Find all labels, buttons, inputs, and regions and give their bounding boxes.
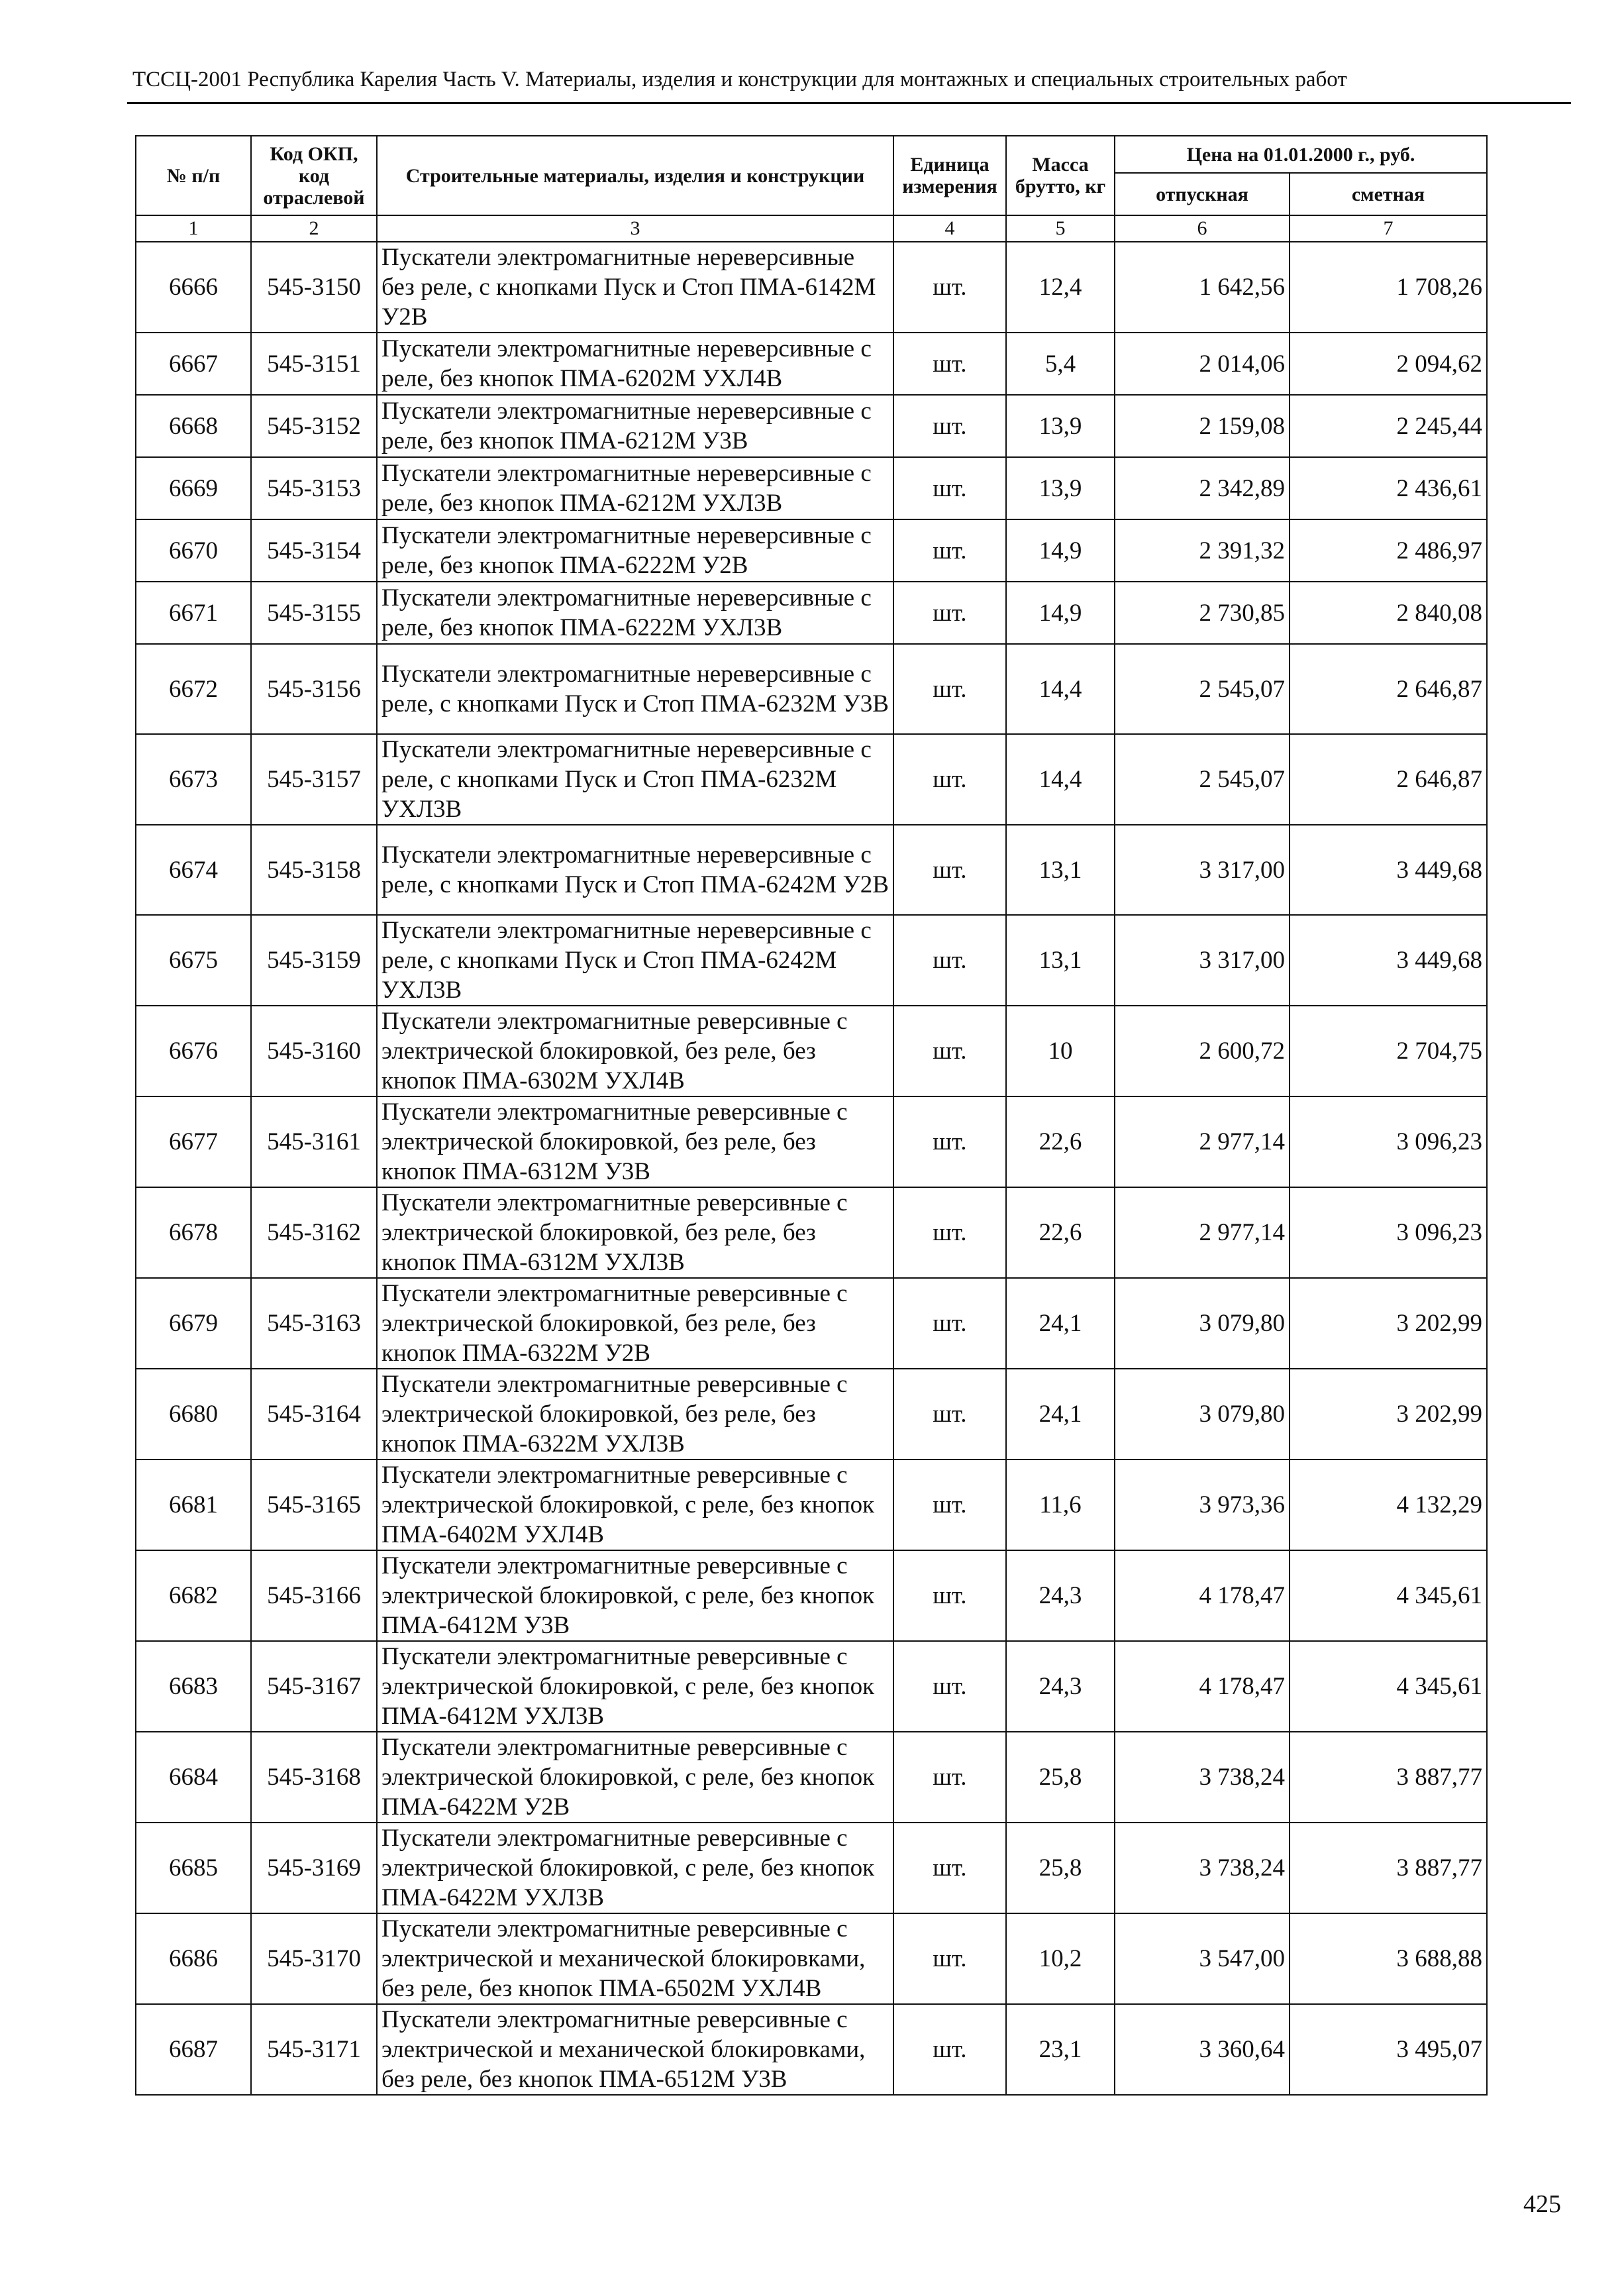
table-row [136, 915, 1487, 1006]
price-sale-cell: 3 738,24 [1115, 1823, 1290, 1913]
table-row [136, 1823, 1487, 1913]
material-name: Пускатели электромагнитные нереверсивные с реле, без кнопок ПМА-6202М УХЛ4В [377, 333, 893, 395]
table-row [136, 1278, 1487, 1369]
okp-code: 545-3170 [251, 1913, 377, 2004]
price-estimate-cell: 3 202,99 [1290, 1369, 1487, 1460]
okp-code: 545-3169 [251, 1823, 377, 1913]
unit-cell: шт. [893, 242, 1006, 333]
price-estimate-cell: 3 495,07 [1290, 2004, 1487, 2095]
price-sale-cell: 4 178,47 [1115, 1641, 1290, 1732]
table-row [136, 582, 1487, 644]
price-sale-cell: 4 178,47 [1115, 1550, 1290, 1641]
price-estimate-cell: 2 646,87 [1290, 644, 1487, 734]
col-header-mass: Масса брутто, кг [1006, 136, 1115, 215]
unit-cell: шт. [893, 1369, 1006, 1460]
table-row [136, 1006, 1487, 1096]
price-sale-cell: 3 360,64 [1115, 2004, 1290, 2095]
row-number: 6686 [136, 1913, 251, 2004]
mass-cell: 22,6 [1006, 1187, 1115, 1278]
running-header: ТССЦ-2001 Республика Карелия Часть V. Материалы, изделия и конструкции для монтажных и специальных строительных работ [132, 68, 1347, 91]
col-header-price: Цена на 01.01.2000 г., руб. [1115, 136, 1487, 173]
mass-cell: 13,1 [1006, 825, 1115, 915]
column-number: 6 [1115, 215, 1290, 242]
column-number: 3 [377, 215, 893, 242]
table-row [136, 1641, 1487, 1732]
okp-code: 545-3166 [251, 1550, 377, 1641]
mass-cell: 24,1 [1006, 1369, 1115, 1460]
table-row [136, 457, 1487, 519]
price-estimate-cell: 3 887,77 [1290, 1732, 1487, 1823]
column-number: 5 [1006, 215, 1115, 242]
okp-code: 545-3162 [251, 1187, 377, 1278]
mass-cell: 14,4 [1006, 734, 1115, 825]
unit-cell: шт. [893, 519, 1006, 582]
table-body [136, 242, 1487, 2095]
okp-code: 545-3160 [251, 1006, 377, 1096]
mass-cell: 10 [1006, 1006, 1115, 1096]
unit-cell: шт. [893, 644, 1006, 734]
price-sale-cell: 2 014,06 [1115, 333, 1290, 395]
price-sale-cell: 2 977,14 [1115, 1187, 1290, 1278]
row-number: 6667 [136, 333, 251, 395]
unit-cell: шт. [893, 1732, 1006, 1823]
unit-cell: шт. [893, 1278, 1006, 1369]
material-name: Пускатели электромагнитные реверсивные с электрической блокировкой, без реле, без кнопок ПМА-6322М У2В [377, 1278, 893, 1369]
material-name: Пускатели электромагнитные реверсивные с электрической и механической блокировками, без реле, без кнопок ПМА-6512М У3В [377, 2004, 893, 2095]
unit-cell: шт. [893, 1187, 1006, 1278]
table-row [136, 242, 1487, 333]
header-rule [127, 102, 1571, 104]
row-number: 6685 [136, 1823, 251, 1913]
unit-cell: шт. [893, 395, 1006, 457]
price-sale-cell: 3 317,00 [1115, 915, 1290, 1006]
unit-cell: шт. [893, 2004, 1006, 2095]
price-sale-cell: 1 642,56 [1115, 242, 1290, 333]
mass-cell: 14,9 [1006, 582, 1115, 644]
material-name: Пускатели электромагнитные реверсивные с электрической блокировкой, без реле, без кнопок ПМА-6312М УХЛ3В [377, 1187, 893, 1278]
price-estimate-cell: 4 345,61 [1290, 1641, 1487, 1732]
mass-cell: 24,1 [1006, 1278, 1115, 1369]
price-sale-cell: 2 600,72 [1115, 1006, 1290, 1096]
material-name: Пускатели электромагнитные нереверсивные с реле, без кнопок ПМА-6222М У2В [377, 519, 893, 582]
price-estimate-cell: 2 486,97 [1290, 519, 1487, 582]
row-number: 6672 [136, 644, 251, 734]
okp-code: 545-3159 [251, 915, 377, 1006]
row-number: 6674 [136, 825, 251, 915]
price-sale-cell: 2 730,85 [1115, 582, 1290, 644]
price-sale-cell: 3 079,80 [1115, 1278, 1290, 1369]
material-name: Пускатели электромагнитные нереверсивные с реле, с кнопками Пуск и Стоп ПМА-6242М УХЛ3В [377, 915, 893, 1006]
unit-cell: шт. [893, 734, 1006, 825]
unit-cell: шт. [893, 915, 1006, 1006]
okp-code: 545-3171 [251, 2004, 377, 2095]
mass-cell: 25,8 [1006, 1732, 1115, 1823]
okp-code: 545-3164 [251, 1369, 377, 1460]
mass-cell: 13,1 [1006, 915, 1115, 1006]
okp-code: 545-3161 [251, 1096, 377, 1187]
mass-cell: 23,1 [1006, 2004, 1115, 2095]
price-estimate-cell: 2 094,62 [1290, 333, 1487, 395]
table-row [136, 2004, 1487, 2095]
mass-cell: 13,9 [1006, 395, 1115, 457]
row-number: 6680 [136, 1369, 251, 1460]
price-estimate-cell: 3 688,88 [1290, 1913, 1487, 2004]
material-name: Пускатели электромагнитные реверсивные с электрической блокировкой, без реле, без кнопок ПМА-6302М УХЛ4В [377, 1006, 893, 1096]
price-estimate-cell: 4 132,29 [1290, 1460, 1487, 1550]
table-row [136, 1913, 1487, 2004]
unit-cell: шт. [893, 1641, 1006, 1732]
table-row [136, 644, 1487, 734]
column-number: 1 [136, 215, 251, 242]
table-row [136, 1732, 1487, 1823]
price-sale-cell: 3 738,24 [1115, 1732, 1290, 1823]
mass-cell: 25,8 [1006, 1823, 1115, 1913]
price-sale-cell: 2 545,07 [1115, 644, 1290, 734]
mass-cell: 14,9 [1006, 519, 1115, 582]
material-name: Пускатели электромагнитные нереверсивные с реле, с кнопками Пуск и Стоп ПМА-6232М УХЛ3В [377, 734, 893, 825]
material-name: Пускатели электромагнитные реверсивные с электрической и механической блокировками, без реле, без кнопок ПМА-6502М УХЛ4В [377, 1913, 893, 2004]
row-number: 6684 [136, 1732, 251, 1823]
mass-cell: 11,6 [1006, 1460, 1115, 1550]
price-estimate-cell: 3 449,68 [1290, 825, 1487, 915]
mass-cell: 14,4 [1006, 644, 1115, 734]
okp-code: 545-3163 [251, 1278, 377, 1369]
col-header-okp: Код ОКП, код отраслевой [251, 136, 377, 215]
row-number: 6683 [136, 1641, 251, 1732]
okp-code: 545-3152 [251, 395, 377, 457]
row-number: 6678 [136, 1187, 251, 1278]
price-estimate-cell: 3 096,23 [1290, 1096, 1487, 1187]
table-row [136, 1550, 1487, 1641]
row-number: 6673 [136, 734, 251, 825]
col-header-unit: Единица измерения [893, 136, 1006, 215]
row-number: 6682 [136, 1550, 251, 1641]
price-estimate-cell: 2 840,08 [1290, 582, 1487, 644]
table-row [136, 1096, 1487, 1187]
col-header-price-estimate: сметная [1290, 173, 1487, 215]
unit-cell: шт. [893, 457, 1006, 519]
okp-code: 545-3154 [251, 519, 377, 582]
table-row [136, 734, 1487, 825]
okp-code: 545-3157 [251, 734, 377, 825]
unit-cell: шт. [893, 333, 1006, 395]
material-name: Пускатели электромагнитные реверсивные с электрической блокировкой, без реле, без кнопок ПМА-6322М УХЛ3В [377, 1369, 893, 1460]
price-table [135, 135, 1488, 2096]
price-estimate-cell: 2 646,87 [1290, 734, 1487, 825]
material-name: Пускатели электромагнитные нереверсивные с реле, с кнопками Пуск и Стоп ПМА-6232М У3В [377, 644, 893, 734]
column-number: 7 [1290, 215, 1487, 242]
material-name: Пускатели электромагнитные реверсивные с электрической блокировкой, с реле, без кнопок ПМА-6402М УХЛ4В [377, 1460, 893, 1550]
okp-code: 545-3167 [251, 1641, 377, 1732]
price-sale-cell: 3 547,00 [1115, 1913, 1290, 2004]
mass-cell: 22,6 [1006, 1096, 1115, 1187]
row-number: 6679 [136, 1278, 251, 1369]
mass-cell: 24,3 [1006, 1550, 1115, 1641]
material-name: Пускатели электромагнитные реверсивные с электрической блокировкой, с реле, без кнопок ПМА-6412М У3В [377, 1550, 893, 1641]
price-sale-cell: 2 342,89 [1115, 457, 1290, 519]
column-number: 2 [251, 215, 377, 242]
row-number: 6675 [136, 915, 251, 1006]
row-number: 6676 [136, 1006, 251, 1096]
material-name: Пускатели электромагнитные нереверсивные с реле, без кнопок ПМА-6212М У3В [377, 395, 893, 457]
row-number: 6677 [136, 1096, 251, 1187]
row-number: 6668 [136, 395, 251, 457]
price-estimate-cell: 4 345,61 [1290, 1550, 1487, 1641]
price-sale-cell: 3 317,00 [1115, 825, 1290, 915]
price-estimate-cell: 1 708,26 [1290, 242, 1487, 333]
material-name: Пускатели электромагнитные нереверсивные с реле, без кнопок ПМА-6222М УХЛ3В [377, 582, 893, 644]
price-estimate-cell: 3 096,23 [1290, 1187, 1487, 1278]
row-number: 6671 [136, 582, 251, 644]
price-estimate-cell: 2 704,75 [1290, 1006, 1487, 1096]
okp-code: 545-3150 [251, 242, 377, 333]
unit-cell: шт. [893, 1006, 1006, 1096]
page-number: 425 [1523, 2190, 1561, 2218]
price-estimate-cell: 2 436,61 [1290, 457, 1487, 519]
material-name: Пускатели электромагнитные реверсивные с электрической блокировкой, без реле, без кнопок ПМА-6312М У3В [377, 1096, 893, 1187]
material-name: Пускатели электромагнитные нереверсивные без реле, с кнопками Пуск и Стоп ПМА-6142М У2В [377, 242, 893, 333]
okp-code: 545-3158 [251, 825, 377, 915]
unit-cell: шт. [893, 582, 1006, 644]
table-row [136, 395, 1487, 457]
price-sale-cell: 2 977,14 [1115, 1096, 1290, 1187]
unit-cell: шт. [893, 1823, 1006, 1913]
mass-cell: 24,3 [1006, 1641, 1115, 1732]
okp-code: 545-3155 [251, 582, 377, 644]
mass-cell: 10,2 [1006, 1913, 1115, 2004]
material-name: Пускатели электромагнитные нереверсивные с реле, без кнопок ПМА-6212М УХЛ3В [377, 457, 893, 519]
unit-cell: шт. [893, 1096, 1006, 1187]
price-estimate-cell: 3 887,77 [1290, 1823, 1487, 1913]
price-sale-cell: 3 973,36 [1115, 1460, 1290, 1550]
okp-code: 545-3165 [251, 1460, 377, 1550]
unit-cell: шт. [893, 1550, 1006, 1641]
table-row [136, 519, 1487, 582]
material-name: Пускатели электромагнитные реверсивные с электрической блокировкой, с реле, без кнопок ПМА-6422М УХЛ3В [377, 1823, 893, 1913]
mass-cell: 5,4 [1006, 333, 1115, 395]
okp-code: 545-3168 [251, 1732, 377, 1823]
okp-code: 545-3151 [251, 333, 377, 395]
material-name: Пускатели электромагнитные реверсивные с электрической блокировкой, с реле, без кнопок ПМА-6422М У2В [377, 1732, 893, 1823]
table-row [136, 333, 1487, 395]
row-number: 6670 [136, 519, 251, 582]
material-name: Пускатели электромагнитные реверсивные с электрической блокировкой, с реле, без кнопок ПМА-6412М УХЛ3В [377, 1641, 893, 1732]
price-sale-cell: 2 545,07 [1115, 734, 1290, 825]
price-sale-cell: 3 079,80 [1115, 1369, 1290, 1460]
unit-cell: шт. [893, 825, 1006, 915]
price-estimate-cell: 3 202,99 [1290, 1278, 1487, 1369]
table-row [136, 825, 1487, 915]
col-header-price-sale: отпускная [1115, 173, 1290, 215]
row-number: 6669 [136, 457, 251, 519]
okp-code: 545-3153 [251, 457, 377, 519]
row-number: 6687 [136, 2004, 251, 2095]
column-number-row [136, 215, 1487, 242]
row-number: 6681 [136, 1460, 251, 1550]
price-estimate-cell: 3 449,68 [1290, 915, 1487, 1006]
material-name: Пускатели электромагнитные нереверсивные с реле, с кнопками Пуск и Стоп ПМА-6242М У2В [377, 825, 893, 915]
price-sale-cell: 2 159,08 [1115, 395, 1290, 457]
table-row [136, 1460, 1487, 1550]
row-number: 6666 [136, 242, 251, 333]
price-estimate-cell: 2 245,44 [1290, 395, 1487, 457]
column-number: 4 [893, 215, 1006, 242]
mass-cell: 13,9 [1006, 457, 1115, 519]
col-header-num: № п/п [136, 136, 251, 215]
price-sale-cell: 2 391,32 [1115, 519, 1290, 582]
table-row [136, 1369, 1487, 1460]
unit-cell: шт. [893, 1913, 1006, 2004]
table-row [136, 1187, 1487, 1278]
okp-code: 545-3156 [251, 644, 377, 734]
table-header [136, 136, 1487, 242]
unit-cell: шт. [893, 1460, 1006, 1550]
mass-cell: 12,4 [1006, 242, 1115, 333]
col-header-name: Строительные материалы, изделия и конструкции [377, 136, 893, 215]
